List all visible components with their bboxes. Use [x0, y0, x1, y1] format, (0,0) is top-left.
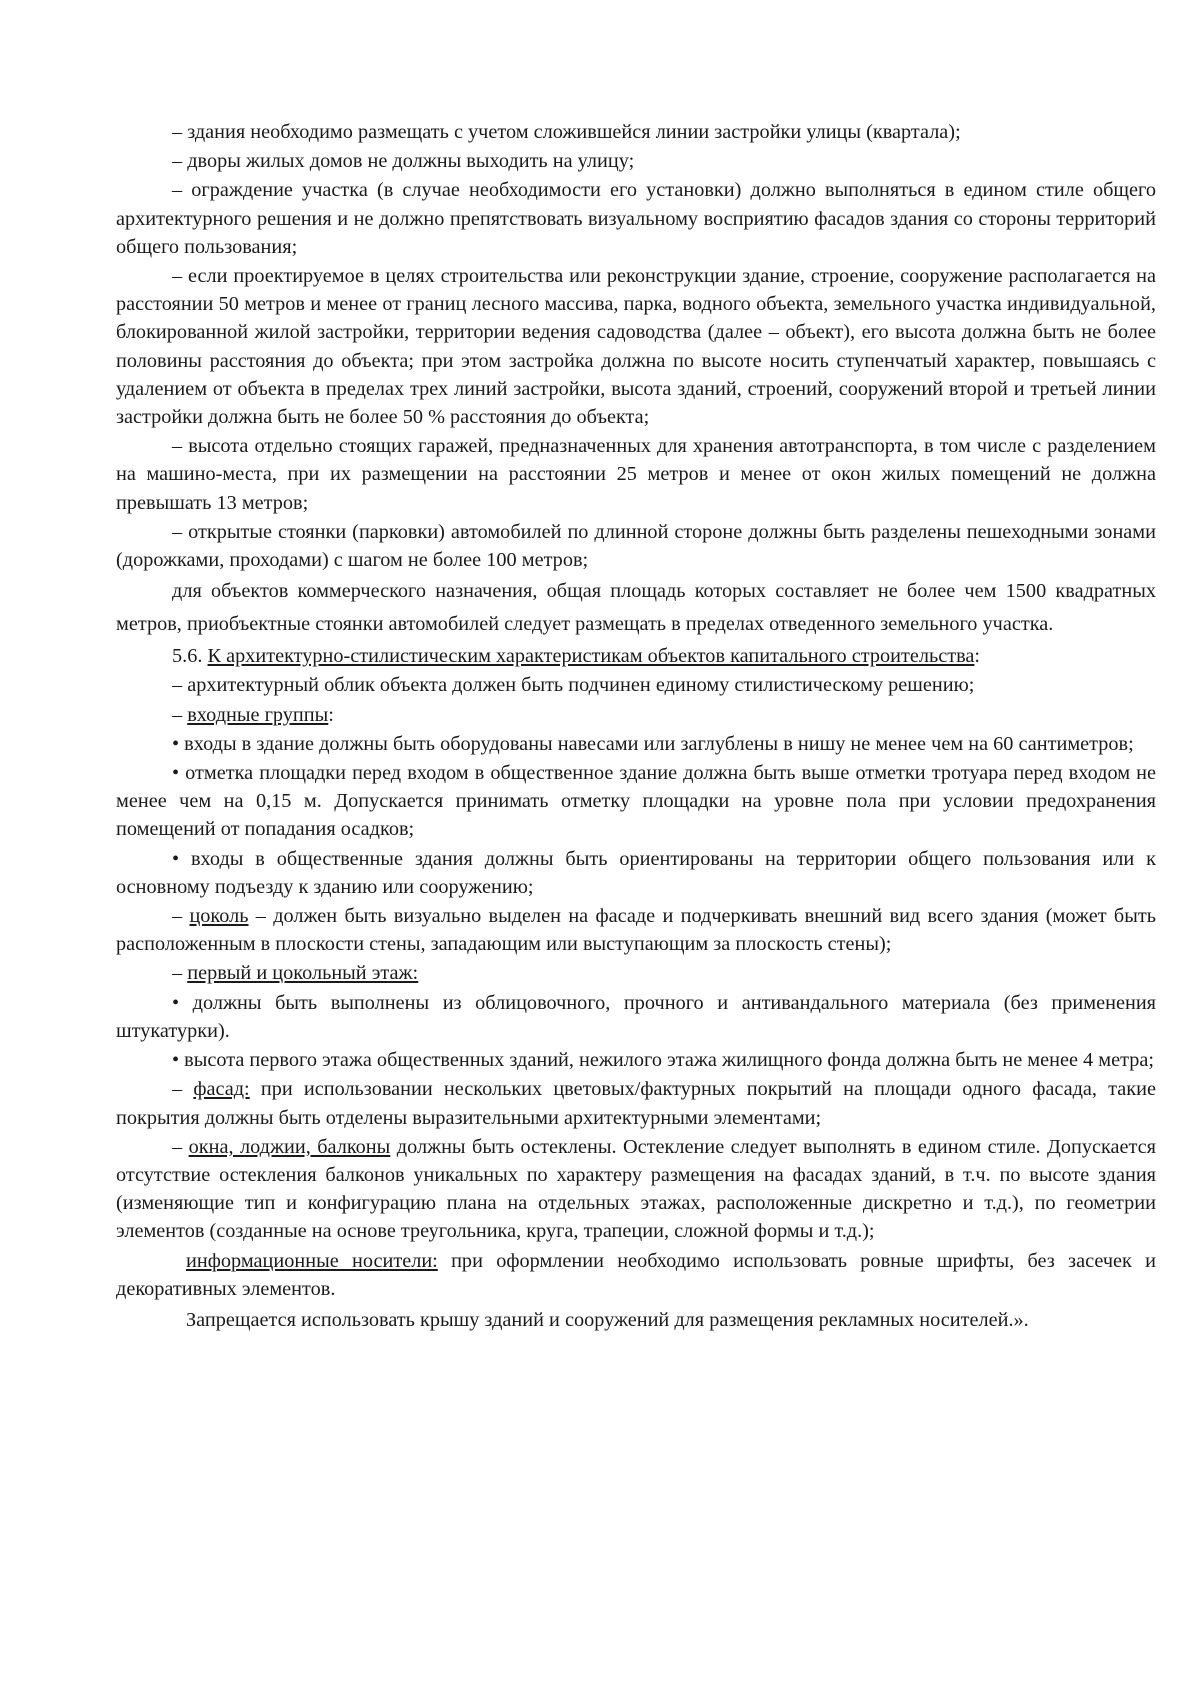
paragraph-commercial: для объектов коммерческого назначения, общая площадь которых составляет не более чем 1500 квадратных метров, приобъектные стоянки автомобилей следует размещать в пределах отведенного земельного участка.: [116, 580, 1156, 636]
bullet-entrances-canopy: • входы в здание должны быть оборудованы навесами или заглублены в нишу не менее чем на 60 сантиметров;: [172, 732, 1134, 755]
paragraph-architectural-appearance: – архитектурный облик объекта должен быть подчинен единому стилистическому решению;: [172, 674, 975, 697]
paragraph-plinth: – цоколь – должен быть визуально выделен на фасаде и подчеркивать внешний вид всего здания (может быть расположенным в плоскости стены, западающим или выступающим за плоскость стены);: [116, 905, 1156, 956]
paragraph-building-line: – здания необходимо размещать с учетом сложившейся линии застройки улицы (квартала);: [172, 121, 961, 143]
section-5-6-heading: 5.6. К архитектурно-стилистическим характеристикам объектов капитального строительства:: [172, 645, 981, 668]
document-page: [116, 118, 1156, 1338]
paragraph-information-carriers: информационные носители: при оформлении необходимо использовать ровные шрифты, без засечек и декоративных элементов.: [116, 1249, 1156, 1300]
paragraph-windows-balconies: – окна, лоджии, балконы должны быть остеклены. Остекление следует выполнять в едином стиле. Допускается отсутствие остекления балконов уникальных по характеру размещения на фасадах зданий, в т.ч. по высоте здания (изменяющие тип и конфигурацию плана на отдельных этажах, расположенные дискретно и т.д.), по геометрии элементов (созданные на основе треугольника, круга, трапеции, сложной формы и т.д.);: [116, 1135, 1156, 1243]
paragraph-courtyards: – дворы жилых домов не должны выходить на улицу;: [172, 150, 635, 173]
paragraph-facade: – фасад: при использовании нескольких цветовых/фактурных покрытий на площади одного фасада, такие покрытия должны быть отделены выразительными архитектурными элементами;: [116, 1078, 1156, 1129]
bullet-first-floor-height: • высота первого этажа общественных зданий, нежилого этажа жилищного фонда должна быть не менее 4 метра;: [172, 1049, 1154, 1072]
bullet-cladding: • должны быть выполнены из облицовочного, прочного и антивандального материала (без применения штукатурки).: [116, 991, 1156, 1042]
paragraph-first-floor: – первый и цокольный этаж:: [172, 962, 419, 985]
bullet-entrances-orientation: • входы в общественные здания должны быть ориентированы на территории общего пользования или к основному подъезду к зданию или сооружению;: [116, 847, 1156, 898]
paragraph-garages: – высота отдельно стоящих гаражей, предназначенных для хранения автотранспорта, в том числе с разделением на машино-места, при их размещении на расстоянии 25 метров и менее от окон жилых помещений не должна превышать 13 метров;: [116, 435, 1156, 514]
paragraph-parking: – открытые стоянки (парковки) автомобилей по длинной стороне должны быть разделены пешеходными зонами (дорожками, проходами) с шагом не более 100 метров;: [116, 520, 1156, 572]
bullet-platform-level: • отметка площадки перед входом в общественное здание должна быть выше отметки тротуара перед входом не менее чем на 0,15 м. Допускается принимать отметку площадки на уровне пола при условии предохранения помещений от попадания осадков;: [116, 762, 1156, 841]
paragraph-fencing: – ограждение участка (в случае необходимости его установки) должно выполняться в едином стиле общего архитектурного решения и не должно препятствовать визуальному восприятию фасадов здания со стороны территорий общего пользования;: [116, 179, 1156, 258]
paragraph-entrance-groups: – входные группы:: [172, 703, 334, 726]
paragraph-roof-advertising: Запрещается использовать крышу зданий и сооружений для размещения рекламных носителей.».: [186, 1308, 1029, 1331]
paragraph-height-limit: – если проектируемое в целях строительства или реконструкции здание, строение, сооружение располагается на расстоянии 50 метров и менее от границ лесного массива, парка, водного объекта, земельного участка индивидуальной, блокированной жилой застройки, территории ведения садоводства (далее – объект), его высота должна быть не более половины расстояния до объекта; при этом застройка должна по высоте носить ступенчатый характер, повышаясь с удалением от объекта в пределах трех линий застройки, высота зданий, строений, сооружений второй и третьей линии застройки должна быть не более 50 % расстояния до объекта;: [116, 265, 1156, 429]
